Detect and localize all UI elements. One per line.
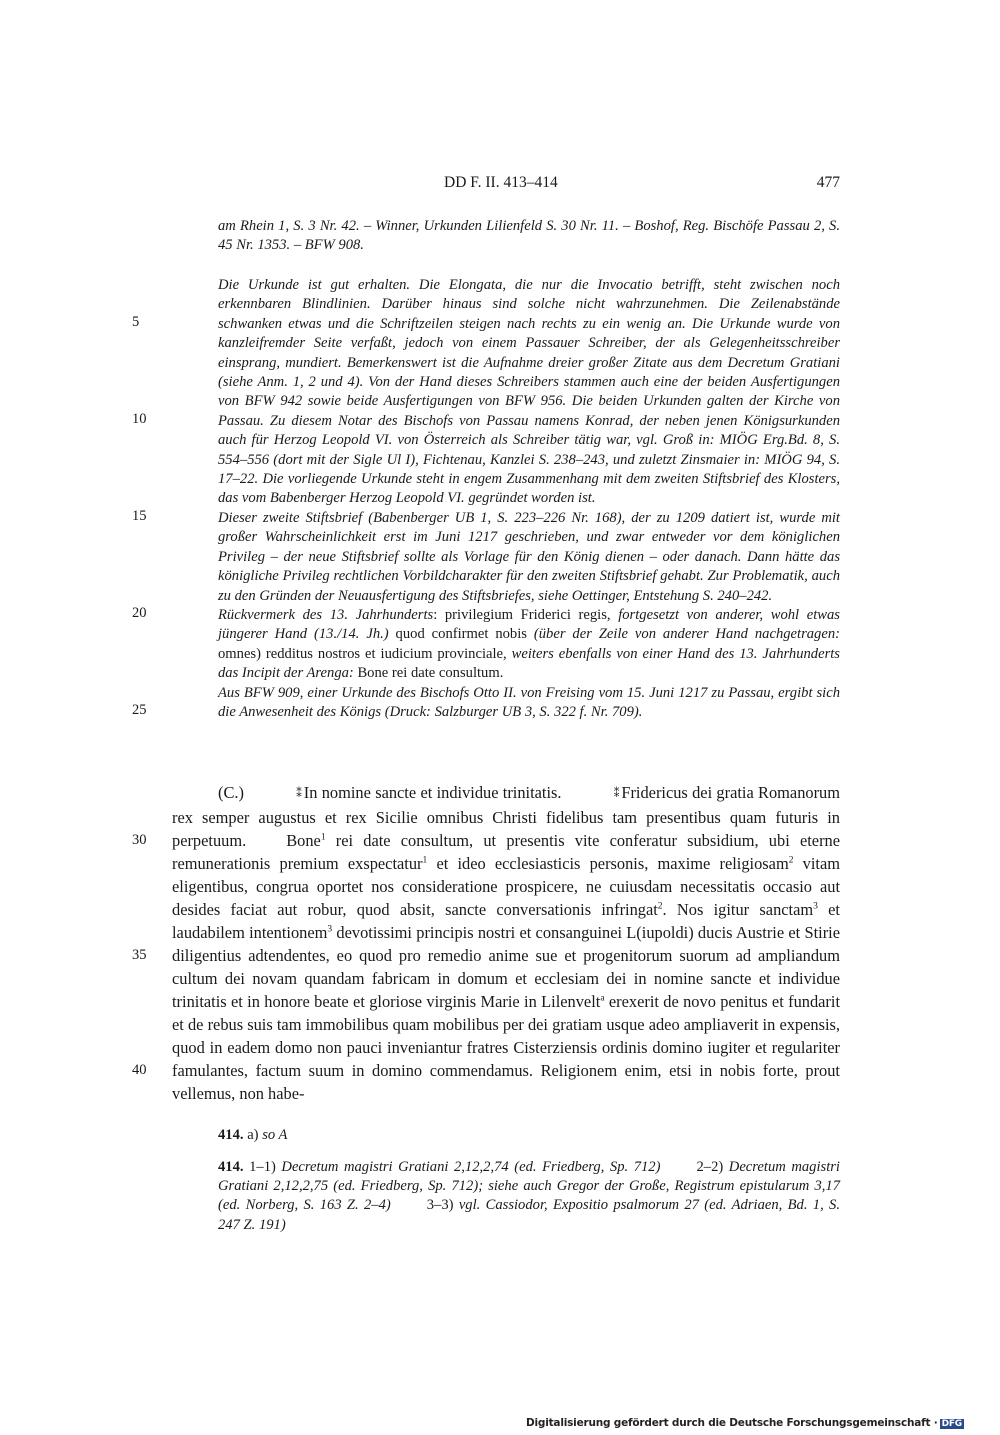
- narratio-4: erexerit de novo penitus et fundarit et de rebus suis tam immobilibus quam mobilibus per dei gratiam usque adeo ampliaverit in expensis, quod in eadem domo non pauci inveniantur fratres Cisterziensis ordinis domino iugiter et regulariter famulantes, factum suum in domino commendamus. Religionem enim, etsi in nobis forte, prout vellemus, non habe-: [172, 991, 841, 1103]
- narratio-2: et laudabilem intentionem: [172, 899, 840, 942]
- dorsal-note-incipit: Bone rei date consultum.: [353, 665, 504, 682]
- apparatus-sources: [218, 1158, 840, 1235]
- arenga: rei date consultum, ut presentis vite conferatur subsidium, ubi eterne remunerationis premium exspectatur: [172, 830, 840, 873]
- commentary-paragraph-1: Die Urkunde ist gut erhalten. Die Elongata, die nur die Invocatio betrifft, steht zwischen noch erkennbaren Blindlinien. Darüber hinaus sind solche nicht wahrzunehmen. Die Zeilenabstände schwanken etwas und die Schriftzeilen steigen nach rechts zu ein wenig an. Die Urkunde wurde von kanzleifremder Seite verfaßt, jedoch von einem Passauer Schreiber, der als Gelegenheitsschreiber einsprang, mundiert. Bemerkenswert ist die Aufnahme dreier großer Zitate aus dem Decretum Gratiani (siehe Anm. 1, 2 und 4). Von der Hand dieses Schreibers stammen auch eine der beiden Ausfertigungen von BFW 942 sowie beide Ausfertigungen von BFW 956. Die beiden Urkunden galten der Kirche von Passau. Zu diesem Notar des Bischofs von Passau namens Konrad, der neben jenen Königsurkunden auch für Herzog Leopold VI. von Österreich als Schreiber tätig war, vgl. Groß in: MIÖG Erg.Bd. 8, S. 554–556 (dort mit der Sigle Ul I), Fichtenau, Kanzlei S. 238–243, und zuletzt Zinsmaier in: MIÖG 94, S. 17–22. Die vorliegende Urkunde steht in engem Zusammenhang mit dem zweiten Stiftsbrief des Klosters, das vom Babenberger Herzog Leopold VI. gegründet worden ist.: [218, 277, 840, 507]
- page-number: 477: [816, 174, 840, 191]
- line-number: 40: [132, 1062, 147, 1078]
- dorsal-note-hand: , fortgesetzt von anderer, wohl etwas jüngerer Hand (13./14. Jh.): [218, 606, 840, 643]
- dorsal-note-text-3: omnes) redditus nostros et iudicium provinciale,: [218, 645, 512, 662]
- line-number: 30: [132, 832, 147, 848]
- elongata-mark-icon: ⁑: [613, 787, 620, 800]
- narratio: . Nos igitur sanctam: [662, 899, 814, 919]
- footnote-label: a): [243, 1127, 263, 1143]
- dorsal-note-hand-3: weiters ebenfalls von einer Hand des 13. Jahrhunderts das Incipit der Arenga:: [218, 645, 840, 682]
- dfg-logo: DFG: [941, 1419, 962, 1429]
- arenga-3: vitam eligentibus, congrua oportet nos consideratione prospicere, ne cuiusdam necessitatis occasio aut desides faciat aut robur, quod absit, sancte conversationis infringat: [172, 853, 840, 919]
- variant-ref: a: [600, 993, 605, 1004]
- line-number: 10: [132, 411, 147, 427]
- funding-text: Digitalisierung gefördert durch die Deutsche Forschungsgemeinschaft ·: [525, 1417, 938, 1429]
- commentary: [218, 276, 840, 722]
- footnote-label: 2–2): [696, 1159, 729, 1175]
- intitulatio: Fridericus dei gratia Romanorum rex semper augustus et rex Sicilie omnibus Christi fidelibus tam presentibus quam futuris in perpetuum.: [172, 783, 840, 850]
- footnote-doc-number: 414.: [218, 1159, 244, 1175]
- footnote-text: Decretum magistri Gratiani 2,12,2,74 (ed. Friedberg, Sp. 712): [281, 1159, 661, 1175]
- arenga-2: et ideo ecclesiasticis personis, maxime religiosam: [427, 853, 789, 873]
- dorsal-note-text: : privilegium Friderici regis: [433, 606, 607, 623]
- footnote-ref: 1: [320, 832, 326, 843]
- footnote-text: Decretum magistri Gratiani 2,12,2,75 (ed. Friedberg, Sp. 712); siehe auch Gregor der Große, Registrum epistularum 3,17 (ed. Norberg, S. 163 Z. 2–4): [218, 1159, 840, 1214]
- footnote-text: so A: [262, 1127, 288, 1143]
- commentary-paragraph-2: Dieser zweite Stiftsbrief (Babenberger UB 1, S. 223–226 Nr. 168), der zu 1209 datiert ist, wurde mit großer Wahrscheinlichkeit erst im Juni 1217 geschrieben, und zwar entweder vor dem königlichen Privileg – der neue Stiftsbrief sollte als Vorlage für den König dienen – oder danach. Dann hätte das königliche Privileg rechtlichen Vorbildcharakter für den zweiten Stiftsbrief gehabt. Zur Problematik, auch zu den Gründen der Neuausfertigung des Stiftsbriefes, siehe Oettinger, Entstehung S. 240–242.: [218, 509, 840, 604]
- footnote-label: 1–1): [243, 1159, 282, 1175]
- commentary-paragraph-4: Aus BFW 909, einer Urkunde des Bischofs Otto II. von Freising vom 15. Juni 1217 zu Passau, ergibt sich die Anwesenheit des Königs (Druck: Salzburger UB 3, S. 322 f. Nr. 709).: [218, 684, 840, 720]
- bibliography-continuation: am Rhein 1, S. 3 Nr. 42. – Winner, Urkunden Lilienfeld S. 30 Nr. 11. – Boshof, Reg. Bischöfe Passau 2, S. 45 Nr. 1353. – BFW 908.: [218, 218, 840, 254]
- footnote-ref: 3: [327, 924, 333, 935]
- narratio-3: devotissimi principis nostri et consanguinei L(iupoldi) ducis Austrie et Stirie diligentius adtendentes, eo quod pro remedio anime sue et progenitorum suorum ad ampliandum cultum dei novam quandam fabricam in domum et ecclesiam dei in nomine sancte et individue trinitatis et in honore beate et gloriose virginis Marie in Lilenvelt: [172, 922, 840, 1011]
- line-number: 15: [132, 508, 147, 524]
- commentary-paragraph-3: [218, 606, 840, 684]
- invocatio: In nomine sancte et individue trinitatis.: [303, 783, 562, 802]
- elongata-mark-icon: ⁑: [296, 787, 302, 800]
- line-number: 5: [132, 314, 140, 330]
- line-number: 20: [132, 605, 147, 621]
- line-number: 25: [132, 702, 147, 718]
- arenga-start: Bone: [286, 830, 321, 850]
- chrismon: (C.): [218, 783, 244, 802]
- footnote-ref: 2: [788, 855, 794, 866]
- footnote-doc-number: 414.: [218, 1127, 244, 1143]
- running-title: DD F. II. 413–414: [444, 174, 558, 191]
- edition-text: [172, 781, 840, 1105]
- footnote-ref: 3: [813, 901, 818, 912]
- dorsal-note-hand-2: (über der Zeile von anderer Hand nachgetragen:: [533, 626, 840, 643]
- line-number: 35: [132, 947, 147, 963]
- footnote-label: 3–3): [426, 1197, 459, 1214]
- dorsal-note-label: Rückvermerk des 13. Jahrhunderts: [218, 606, 434, 623]
- apparatus-variants: [218, 1126, 840, 1145]
- funding-footer: [526, 1417, 964, 1429]
- dorsal-note-text-2: quod confirmet nobis: [388, 626, 534, 643]
- footnote-text: vgl. Cassiodor, Expositio psalmorum 27 (ed. Adriaen, Bd. 1, S. 247 Z. 191): [218, 1197, 840, 1233]
- footnote-ref: 1: [422, 855, 428, 866]
- footnote-ref: 2: [657, 901, 663, 912]
